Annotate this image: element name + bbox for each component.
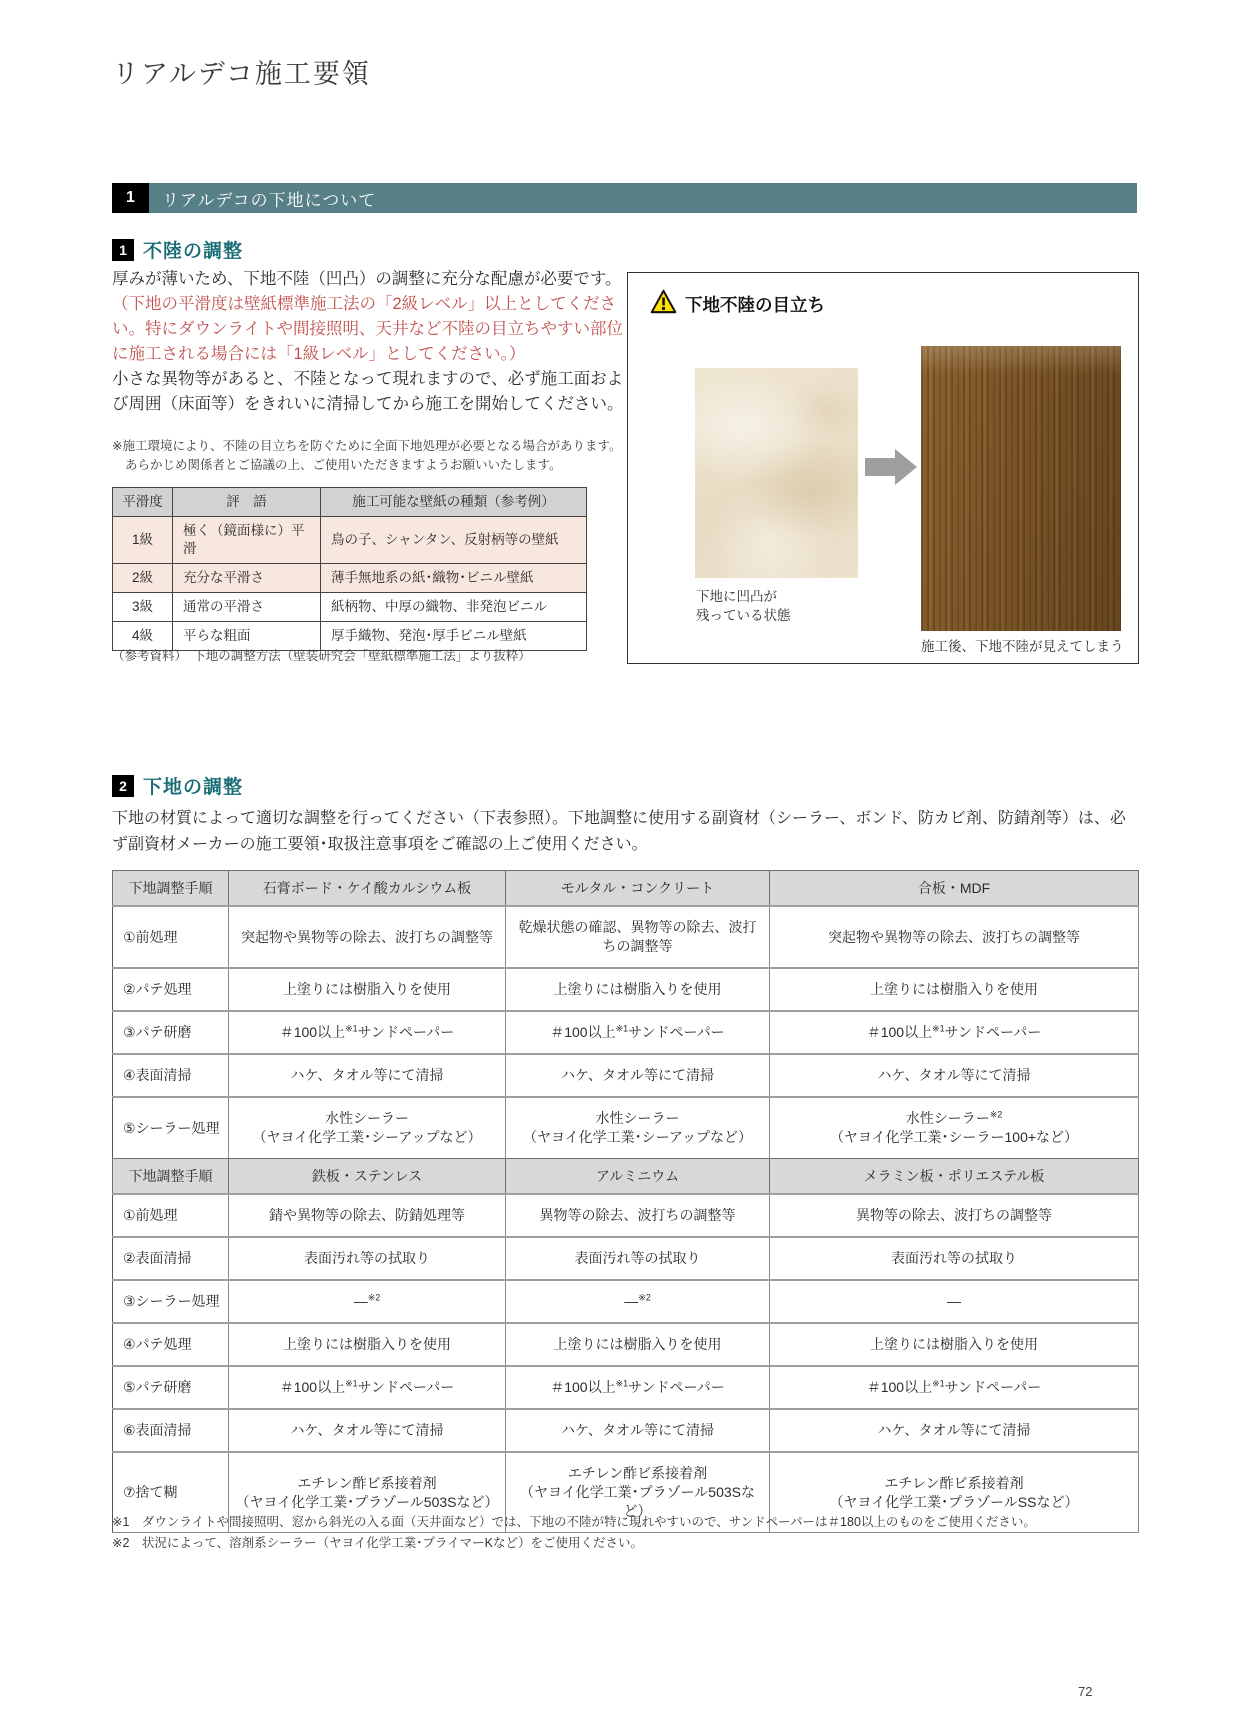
- table-cell: エチレン酢ビ系接着剤 （ヤヨイ化学工業･プラゾール503Sなど）: [229, 1452, 506, 1533]
- figure-title-row: [650, 289, 825, 319]
- table-cell: 表面汚れ等の拭取り: [506, 1237, 770, 1280]
- caption-line: 残っている状態: [696, 608, 791, 623]
- subsection-1-number: 1: [112, 239, 134, 261]
- table-cell: 異物等の除去、波打ちの調整等: [770, 1194, 1139, 1237]
- table-cell: 2級: [113, 564, 173, 593]
- table-cell: ハケ、タオル等にて清掃: [506, 1409, 770, 1452]
- table-cell: 鳥の子、シャンタン、反射柄等の壁紙: [321, 517, 587, 564]
- table-cell: 上塗りには樹脂入りを使用: [506, 968, 770, 1011]
- section-title: リアルデコの下地について: [149, 183, 1137, 213]
- adjustment-table-2: [112, 1158, 1139, 1533]
- column-header: 施工可能な壁紙の種類（参考例）: [321, 488, 587, 517]
- table-cell: ＃100以上$^{※1}$サンドペーパー: [229, 1366, 506, 1409]
- table-cell: 上塗りには樹脂入りを使用: [506, 1323, 770, 1366]
- subsection-2-title: 下地の調整: [143, 777, 244, 798]
- table-cell: 乾燥状態の確認、異物等の除去、波打ちの調整等: [506, 906, 770, 968]
- column-header: モルタル・コンクリート: [506, 871, 770, 907]
- table-cell: —$^{※2}$: [229, 1280, 506, 1323]
- table-cell: 紙柄物、中厚の織物、非発泡ビニル: [321, 593, 587, 622]
- table-cell: ④表面清掃: [113, 1054, 229, 1097]
- caption-line: 下地に凹凸が: [696, 589, 777, 604]
- table-row: [113, 1323, 1139, 1366]
- figure-caption-left: [696, 587, 791, 625]
- table-cell: ハケ、タオル等にて清掃: [229, 1409, 506, 1452]
- table-cell: ⑤シーラー処理: [113, 1097, 229, 1159]
- body-paragraph: 下地の材質によって適切な調整を行ってください（下表参照）。下地調整に使用する副資材（シーラー、ボンド、防カビ剤、防錆剤等）は、必ず副資材メーカーの施工要領･取扱注意事項をご確認の上ご使用ください。: [112, 810, 1126, 853]
- table-cell: ⑤パテ研磨: [113, 1366, 229, 1409]
- table-cell: ③パテ研磨: [113, 1011, 229, 1054]
- figure-box: [627, 272, 1139, 664]
- note-line: あらかじめ関係者とご協議の上、ご使用いただきますようお願いいたします。: [125, 458, 562, 472]
- subsection-1-title: 不陸の調整: [143, 241, 244, 262]
- reference-note: （参考資料） 下地の調整方法（壁装研究会「壁紙標準施工法」より抜粋）: [112, 649, 531, 663]
- substrate-before-image: [695, 368, 858, 578]
- warning-triangle-icon: [650, 289, 677, 319]
- column-header: 鉄板・ステンレス: [229, 1159, 506, 1195]
- table-cell: 突起物や異物等の除去、波打ちの調整等: [229, 906, 506, 968]
- table-row: [113, 1097, 1139, 1159]
- table-cell: ＃100以上$^{※1}$サンドペーパー: [770, 1011, 1139, 1054]
- subsection-2-number: 2: [112, 775, 134, 797]
- table-row: [113, 1011, 1139, 1054]
- table-row: [113, 968, 1139, 1011]
- table-cell: ハケ、タオル等にて清掃: [229, 1054, 506, 1097]
- footnote: ※1 ダウンライトや間接照明、窓から斜光の入る面（天井面など）では、下地の不陸が特に現れやすいので、サンドペーパーは＃180以上のものをご使用ください。: [112, 1515, 1036, 1529]
- body-paragraph: [112, 267, 630, 417]
- table-cell: 水性シーラー （ヤヨイ化学工業･シーアップなど）: [506, 1097, 770, 1159]
- table-cell: エチレン酢ビ系接着剤 （ヤヨイ化学工業･プラゾールSSなど）: [770, 1452, 1139, 1533]
- column-header: 平滑度: [113, 488, 173, 517]
- table-cell: ②表面清掃: [113, 1237, 229, 1280]
- table-header-row: [113, 1159, 1139, 1195]
- table-row: [113, 906, 1139, 968]
- note-line: ※施工環境により、不陸の目立ちを防ぐために全面下地処理が必要となる場合があります。: [112, 439, 622, 453]
- table-cell: ハケ、タオル等にて清掃: [506, 1054, 770, 1097]
- table-header-row: [113, 871, 1139, 907]
- table-cell: 水性シーラー$^{※2}$ （ヤヨイ化学工業･シーラー100+など）: [770, 1097, 1139, 1159]
- table-cell: 表面汚れ等の拭取り: [770, 1237, 1139, 1280]
- section-banner: [112, 183, 1137, 213]
- table-cell: 上塗りには樹脂入りを使用: [770, 1323, 1139, 1366]
- column-header: 下地調整手順: [113, 871, 229, 907]
- table-cell: 充分な平滑さ: [173, 564, 321, 593]
- substrate-after-image: [921, 346, 1121, 631]
- page-number: 72: [1078, 1684, 1093, 1699]
- column-header: メラミン板・ポリエステル板: [770, 1159, 1139, 1195]
- table-row: [113, 564, 587, 593]
- table-cell: 通常の平滑さ: [173, 593, 321, 622]
- table-row: [113, 1409, 1139, 1452]
- table-cell: 4級: [113, 622, 173, 651]
- table-cell: ⑦捨て糊: [113, 1452, 229, 1533]
- column-header: 合板・MDF: [770, 871, 1139, 907]
- table-cell: —$^{※2}$: [506, 1280, 770, 1323]
- table-row: [113, 1054, 1139, 1097]
- table-cell: ハケ、タオル等にて清掃: [770, 1054, 1139, 1097]
- column-header: 石膏ボード・ケイ酸カルシウム板: [229, 871, 506, 907]
- table-cell: ⑥表面清掃: [113, 1409, 229, 1452]
- table-cell: 錆や異物等の除去、防錆処理等: [229, 1194, 506, 1237]
- table-cell: ハケ、タオル等にて清掃: [770, 1409, 1139, 1452]
- table-cell: 上塗りには樹脂入りを使用: [229, 1323, 506, 1366]
- table-row: [113, 1280, 1139, 1323]
- table-cell: ＃100以上$^{※1}$サンドペーパー: [229, 1011, 506, 1054]
- table-cell: エチレン酢ビ系接着剤 （ヤヨイ化学工業･プラゾール503Sなど）: [506, 1452, 770, 1533]
- table-row: [113, 1366, 1139, 1409]
- caution-text: （下地の平滑度は壁紙標準施工法の「2級レベル」以上としてください。特にダウンライトや間接照明、天井など不陸の目立ちやすい部位に施工される場合には「1級レベル」としてください。）: [112, 295, 624, 363]
- table-cell: 水性シーラー （ヤヨイ化学工業･シーアップなど）: [229, 1097, 506, 1159]
- footnote: ※2 状況によって、溶剤系シーラー（ヤヨイ化学工業･プライマーKなど）をご使用ください。: [112, 1536, 644, 1550]
- table-row: [113, 1237, 1139, 1280]
- table-cell: 薄手無地系の紙･織物･ビニル壁紙: [321, 564, 587, 593]
- figure-caption-right: 施工後、下地不陸が見えてしまう: [921, 639, 1124, 654]
- table-cell: ①前処理: [113, 906, 229, 968]
- table-cell: 上塗りには樹脂入りを使用: [229, 968, 506, 1011]
- subsection-1-heading: [112, 236, 243, 263]
- table-cell: ＃100以上$^{※1}$サンドペーパー: [506, 1366, 770, 1409]
- paragraph-sentence: 厚みが薄いため、下地不陸（凹凸）の調整に充分な配慮が必要です。: [112, 270, 622, 288]
- table-row: [113, 517, 587, 564]
- table-cell: ＃100以上$^{※1}$サンドペーパー: [770, 1366, 1139, 1409]
- column-header: 下地調整手順: [113, 1159, 229, 1195]
- table-cell: 異物等の除去、波打ちの調整等: [506, 1194, 770, 1237]
- smoothness-table: [112, 487, 587, 651]
- table-cell: ②パテ処理: [113, 968, 229, 1011]
- table-cell: 突起物や異物等の除去、波打ちの調整等: [770, 906, 1139, 968]
- table-cell: 極く（鏡面様に）平滑: [173, 517, 321, 564]
- subsection-2-heading: [112, 772, 243, 799]
- column-header: 評 語: [173, 488, 321, 517]
- table-cell: ③シーラー処理: [113, 1280, 229, 1323]
- figure-title: 下地不陸の目立ち: [685, 294, 825, 315]
- table-cell: ①前処理: [113, 1194, 229, 1237]
- page-title: リアルデコ施工要領: [112, 59, 371, 89]
- table-cell: 1級: [113, 517, 173, 564]
- table-cell: 3級: [113, 593, 173, 622]
- column-header: アルミニウム: [506, 1159, 770, 1195]
- table-cell: ＃100以上$^{※1}$サンドペーパー: [506, 1011, 770, 1054]
- table-cell: ④パテ処理: [113, 1323, 229, 1366]
- table-cell: 上塗りには樹脂入りを使用: [770, 968, 1139, 1011]
- footnotes: [112, 1512, 1036, 1554]
- paragraph-sentence: 小さな異物等があると、不陸となって現れますので、必ず施工面および周囲（床面等）をきれいに清掃してから施工を開始してください。: [112, 370, 624, 413]
- table-cell: 表面汚れ等の拭取り: [229, 1237, 506, 1280]
- section-number: 1: [112, 183, 149, 213]
- note: [112, 437, 636, 475]
- arrow-right-icon: [865, 458, 895, 476]
- table-cell: 厚手織物、発泡･厚手ビニル壁紙: [321, 622, 587, 651]
- table-row: [113, 1194, 1139, 1237]
- table-cell: 平らな粗面: [173, 622, 321, 651]
- adjustment-table-1: [112, 870, 1139, 1159]
- table-header-row: [113, 488, 587, 517]
- table-cell: —: [770, 1280, 1139, 1323]
- table-row: [113, 593, 587, 622]
